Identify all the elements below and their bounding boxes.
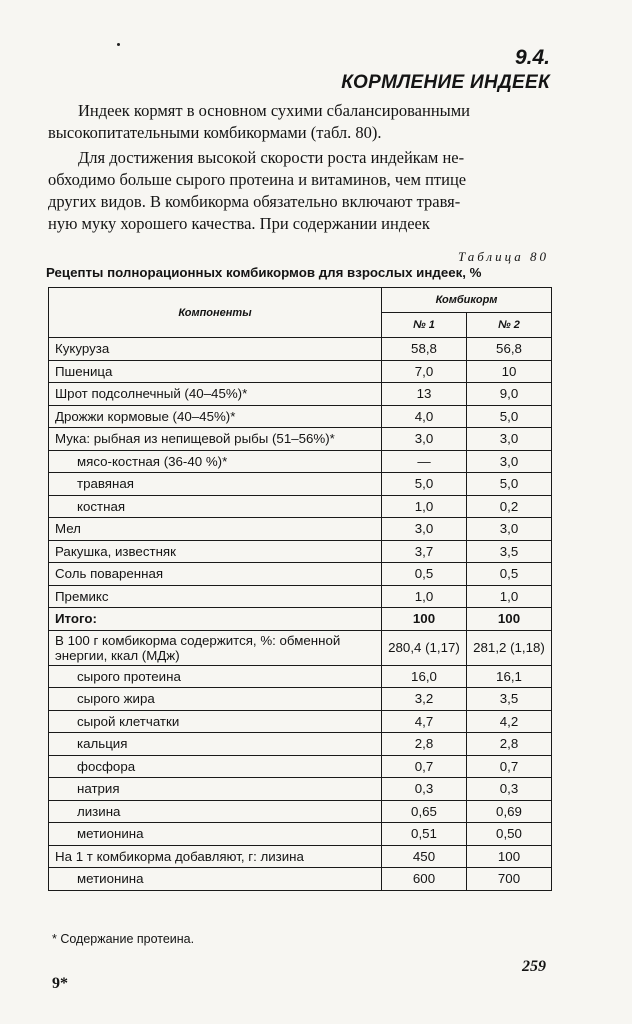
feed-1-value: 3,7: [382, 540, 467, 563]
feed-2-value: 0,2: [467, 495, 552, 518]
feed-1-value: 600: [382, 868, 467, 891]
feed-2-value: 100: [467, 845, 552, 868]
feed-1-value: 100: [382, 608, 467, 631]
feed-1-value: 0,7: [382, 755, 467, 778]
feed-2-value: 9,0: [467, 383, 552, 406]
table-row: [49, 383, 552, 406]
component: лизина: [49, 800, 382, 823]
table-row: [49, 450, 552, 473]
feed-1-value: 7,0: [382, 360, 467, 383]
paragraph-2-line-1: Для достижения высокой скорости роста индейкам не-: [78, 148, 465, 167]
paragraph-2-line-4: ную муку хорошего качества. При содержании индеек: [48, 214, 430, 233]
component: В 100 г комбикорма содержится, %: обменной энергии, ккал (МДж): [49, 630, 382, 665]
feed-1-value: 280,4 (1,17): [382, 630, 467, 665]
feed-1-value: 1,0: [382, 495, 467, 518]
feed-1-value: 0,5: [382, 563, 467, 586]
component: Шрот подсолнечный (40–45%)*: [49, 383, 382, 406]
component: Соль поваренная: [49, 563, 382, 586]
component: фосфора: [49, 755, 382, 778]
feed-2-value: 5,0: [467, 405, 552, 428]
feed-2-value: 0,5: [467, 563, 552, 586]
feed-2-value: 10: [467, 360, 552, 383]
feed-2-value: 100: [467, 608, 552, 631]
feed-1-value: 5,0: [382, 473, 467, 496]
print-speck: [117, 43, 120, 46]
feed-1-value: 0,65: [382, 800, 467, 823]
table-row: [49, 608, 552, 631]
feed-1-value: —: [382, 450, 467, 473]
table-row: [49, 845, 552, 868]
feed-2-value: 0,7: [467, 755, 552, 778]
feed-1-value: 450: [382, 845, 467, 868]
feed-1-value: 3,0: [382, 428, 467, 451]
feed-1-value: 0,3: [382, 778, 467, 801]
feed-2-value: 3,0: [467, 450, 552, 473]
table-row: [49, 733, 552, 756]
table-row: [49, 518, 552, 541]
component: Кукуруза: [49, 338, 382, 361]
component: натрия: [49, 778, 382, 801]
component: На 1 т комбикорма добавляют, г: лизина: [49, 845, 382, 868]
table-row: [49, 563, 552, 586]
feed-1-value: 1,0: [382, 585, 467, 608]
table-row: [49, 540, 552, 563]
feed-1-value: 3,2: [382, 688, 467, 711]
table-row: [49, 665, 552, 688]
component: мясо-костная (36-40 %)*: [49, 450, 382, 473]
component: костная: [49, 495, 382, 518]
table-number-label: Таблица 80: [457, 249, 549, 264]
feed-2-value: 1,0: [467, 585, 552, 608]
component: Премикс: [49, 585, 382, 608]
table-row: [49, 868, 552, 891]
table-row: [49, 495, 552, 518]
paragraph-2-line-2: обходимо больше сырого протеина и витаминов, чем птице: [48, 170, 467, 189]
component: Итого:: [49, 608, 382, 631]
component: Ракушка, известняк: [49, 540, 382, 563]
signature-mark: 9*: [52, 975, 68, 992]
components-header: Компоненты: [49, 288, 382, 338]
recipes-table: [48, 287, 552, 891]
table-row: [49, 778, 552, 801]
section-title: КОРМЛЕНИЕ ИНДЕЕК: [341, 72, 550, 93]
table-caption: Рецепты полнорационных комбикормов для взрослых индеек, %: [46, 265, 482, 280]
table-row: [49, 710, 552, 733]
paragraph-1-line-1: Индеек кормят в основном сухими сбалансированными: [78, 101, 471, 120]
table-row: [49, 585, 552, 608]
table-footnote: * Содержание протеина.: [52, 932, 195, 946]
feed-2-value: 281,2 (1,18): [467, 630, 552, 665]
feed-1-value: 4,7: [382, 710, 467, 733]
page-number: 259: [522, 958, 546, 975]
component: травяная: [49, 473, 382, 496]
component: Пшеница: [49, 360, 382, 383]
feed-1-value: 4,0: [382, 405, 467, 428]
feed-2-value: 3,5: [467, 688, 552, 711]
feed-1-value: 58,8: [382, 338, 467, 361]
feed-group-header: Комбикорм: [382, 288, 552, 313]
component: кальция: [49, 733, 382, 756]
feed-2-header: № 2: [467, 313, 552, 338]
feed-1-value: 2,8: [382, 733, 467, 756]
feed-2-value: 0,50: [467, 823, 552, 846]
feed-2-value: 3,0: [467, 428, 552, 451]
feed-1-header: № 1: [382, 313, 467, 338]
feed-1-value: 16,0: [382, 665, 467, 688]
table-row: [49, 473, 552, 496]
feed-2-value: 16,1: [467, 665, 552, 688]
feed-2-value: 0,3: [467, 778, 552, 801]
feed-2-value: 4,2: [467, 710, 552, 733]
table-row: [49, 630, 552, 665]
feed-2-value: 5,0: [467, 473, 552, 496]
feed-1-value: 0,51: [382, 823, 467, 846]
feed-2-value: 56,8: [467, 338, 552, 361]
table-row: [49, 338, 552, 361]
section-number: 9.4.: [514, 46, 550, 69]
feed-1-value: 13: [382, 383, 467, 406]
table-row: [49, 688, 552, 711]
component: Мел: [49, 518, 382, 541]
component: сырого жира: [49, 688, 382, 711]
feed-2-value: 0,69: [467, 800, 552, 823]
component: Мука: рыбная из непищевой рыбы (51–56%)*: [49, 428, 382, 451]
table-row: [49, 405, 552, 428]
table-row: [49, 800, 552, 823]
table-row: [49, 428, 552, 451]
feed-2-value: 3,5: [467, 540, 552, 563]
feed-2-value: 3,0: [467, 518, 552, 541]
feed-2-value: 2,8: [467, 733, 552, 756]
feed-1-value: 3,0: [382, 518, 467, 541]
component: метионина: [49, 868, 382, 891]
table-row: [49, 755, 552, 778]
component: Дрожжи кормовые (40–45%)*: [49, 405, 382, 428]
paragraph-2-line-3: других видов. В комбикорма обязательно включают травя-: [48, 192, 461, 211]
paragraph-1-line-2: высокопитательными комбикормами (табл. 80).: [48, 123, 382, 142]
table-row: [49, 823, 552, 846]
table-row: [49, 360, 552, 383]
component: сырого протеина: [49, 665, 382, 688]
feed-2-value: 700: [467, 868, 552, 891]
component: метионина: [49, 823, 382, 846]
component: сырой клетчатки: [49, 710, 382, 733]
